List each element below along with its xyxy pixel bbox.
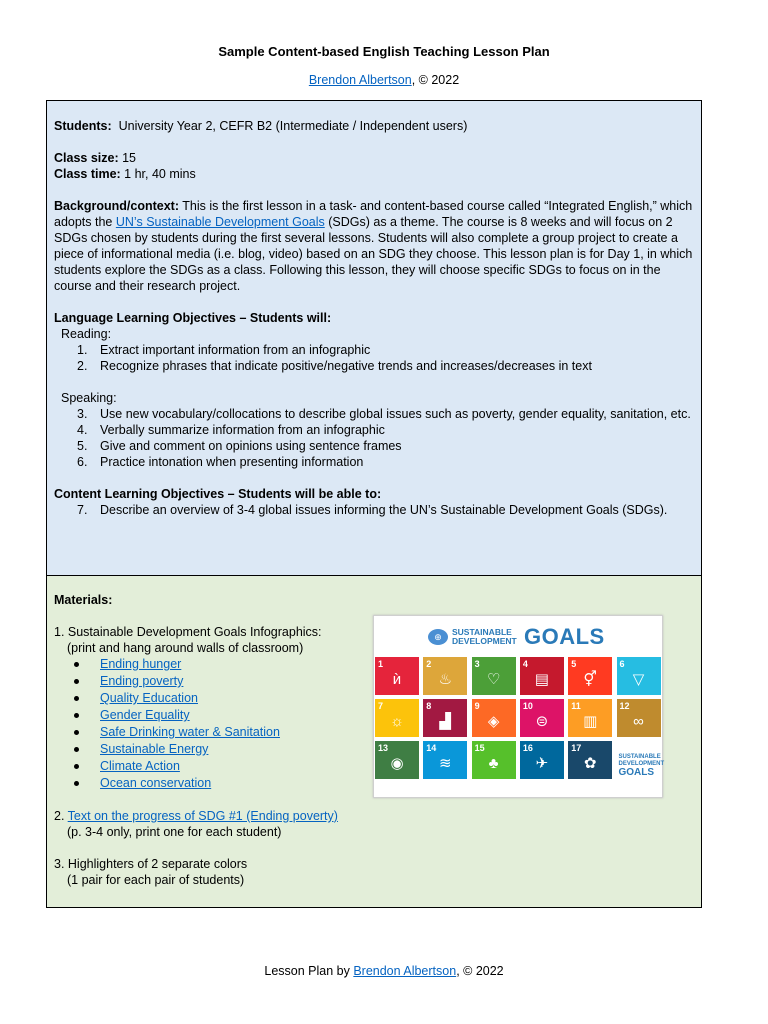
materials-heading: Materials:	[54, 593, 113, 607]
sdg-tile-number: 15	[474, 743, 485, 753]
materials-item-1-note: (print and hang around walls of classroom)	[67, 641, 304, 655]
sdg-goal-icon: ✿	[583, 755, 597, 772]
overview-section	[46, 100, 702, 576]
class-time-value: 1 hr, 40 mins	[120, 167, 196, 181]
sdg-tile-number: 4	[522, 659, 528, 669]
sdg-tile-number: 17	[571, 743, 582, 753]
sdg-logo-tile: SUSTAINABLE DEVELOPMENT GOALS	[617, 741, 661, 779]
reading-label: Reading:	[61, 327, 112, 341]
sdg-tile-number: 12	[619, 701, 630, 711]
sdg-goal-icon: ѝ	[392, 671, 402, 688]
sdg-goal-icon: ▽	[632, 671, 645, 688]
list-item: 2. Recognize phrases that indicate positive/negative trends and increases/decreases in text	[77, 359, 592, 373]
sdg-header	[374, 625, 662, 653]
background-paragraph	[54, 198, 693, 294]
link-ending-poverty[interactable]: Ending poverty	[100, 674, 184, 688]
sdg-tile-4	[520, 657, 564, 695]
background-text-2: (SDGs) as a theme. The course is 8 weeks and will focus on 2 SDGs chosen by students during the first several lessons. Students will also complete a group project to create a piece of informational media (i.e. blog, video) based on an SDG they choose. This lesson plan is for Day 1, in which students explore the SDGs as a class. Following this lesson, they will choose specific SDGs to focus on in the course and their research project.	[54, 215, 693, 293]
link-gender-equality[interactable]: Gender Equality	[100, 708, 190, 722]
materials-item-2: 2. Text on the progress of SDG #1 (Ending poverty)	[54, 809, 338, 823]
sdg-goal-icon: ♨	[438, 671, 453, 688]
sdg-tile-5	[568, 657, 612, 695]
reading-objectives	[54, 342, 693, 374]
sdg-tile-number: 16	[522, 743, 533, 753]
sdg-tile-number: 10	[522, 701, 533, 711]
class-time-line	[54, 166, 693, 182]
background-label: Background/context:	[54, 199, 180, 213]
sdg-tile-number: 8	[426, 701, 432, 711]
content-objectives	[54, 502, 693, 518]
sdg-goal-icon: ▥	[583, 713, 598, 730]
sdg-tile-number: 14	[426, 743, 437, 753]
sdg-goal-icon: ♣	[488, 755, 499, 772]
sdg-tile-17	[568, 741, 612, 779]
sdg-goal-icon: ≋	[439, 755, 452, 772]
byline-copyright: , © 2022	[411, 73, 460, 87]
footer-copyright: , © 2022	[456, 964, 504, 978]
byline	[0, 73, 768, 87]
materials-item-1: 1. Sustainable Development Goals Infographics:	[54, 625, 322, 639]
sdg-tile-3	[472, 657, 516, 695]
sdg-tile-number: 5	[571, 659, 577, 669]
link-sdg1-progress[interactable]: Text on the progress of SDG #1 (Ending poverty)	[67, 809, 338, 823]
students-line	[54, 118, 693, 134]
sdg-tile-12	[617, 699, 661, 737]
link-quality-education[interactable]: Quality Education	[100, 691, 198, 705]
class-size-line	[54, 150, 693, 166]
un-emblem-icon: ⊕	[428, 629, 448, 645]
sdg-goal-icon: ∞	[633, 713, 644, 730]
materials-item-3-note: (1 pair for each pair of students)	[67, 873, 245, 887]
sdg-tile-number: 11	[571, 701, 581, 711]
sdg-goal-icon: ◉	[390, 755, 404, 772]
sdg-tile-10	[520, 699, 564, 737]
sdg-tile-number: 6	[619, 659, 625, 669]
class-time-label: Class time:	[54, 167, 121, 181]
sdg-tile-number: 3	[474, 659, 480, 669]
list-item: 6. Practice intonation when presenting information	[77, 455, 364, 469]
sdg-tile-2	[423, 657, 467, 695]
class-size-value: 15	[118, 151, 137, 165]
materials-section	[46, 575, 702, 908]
sdg-tile-13	[375, 741, 419, 779]
sdg-tile-number: 9	[474, 701, 480, 711]
sdg-tile-number: 1	[378, 659, 384, 669]
link-safe-drinking-water[interactable]: Safe Drinking water & Sanitation	[100, 725, 280, 739]
sdg-goal-icon: ⚥	[583, 671, 597, 688]
sdg-tile-15	[472, 741, 516, 779]
link-sustainable-energy[interactable]: Sustainable Energy	[100, 742, 209, 756]
sdg-infographic-image	[373, 615, 663, 798]
content-objectives-heading: Content Learning Objectives – Students will be able to:	[54, 487, 382, 501]
materials-item-2-note: (p. 3-4 only, print one for each student)	[67, 825, 282, 839]
sdg-tile-number: 13	[378, 743, 389, 753]
students-value: University Year 2, CEFR B2 (Intermediate / Independent users)	[118, 119, 468, 133]
sdg-tile-7	[375, 699, 419, 737]
sdg-goal-icon: ⊜	[535, 713, 549, 730]
sdg-goal-icon: ☼	[390, 713, 404, 730]
sdg-link[interactable]: UN’s Sustainable Development Goals	[115, 215, 325, 229]
students-label: Students:	[54, 119, 112, 133]
materials-item-3: 3. Highlighters of 2 separate colors	[54, 857, 248, 871]
speaking-objectives	[54, 406, 693, 470]
footer-author-link[interactable]: Brendon Albertson	[353, 964, 457, 978]
link-ending-hunger[interactable]: Ending hunger	[100, 657, 182, 671]
sdg-header-small: SUSTAINABLE DEVELOPMENT	[452, 627, 517, 646]
page-footer	[0, 964, 768, 978]
page-title: Sample Content-based English Teaching Lesson Plan	[218, 44, 550, 59]
sdg-goal-icon: ▤	[534, 671, 549, 688]
sdg-tile-14	[423, 741, 467, 779]
sdg-tile-8	[423, 699, 467, 737]
speaking-label: Speaking:	[61, 391, 117, 405]
class-size-label: Class size:	[54, 151, 119, 165]
background-text-1: This is the first lesson in a task- and content-based course called “Integrated English,” which adopts the	[54, 199, 693, 229]
sdg-tile-1	[375, 657, 419, 695]
sdg-header-goals: GOALS	[524, 624, 605, 649]
link-climate-action[interactable]: Climate Action	[100, 759, 180, 773]
language-objectives-heading: Language Learning Objectives – Students will:	[54, 311, 332, 325]
sdg-goal-icon: ♡	[486, 671, 501, 688]
list-item: 7. Describe an overview of 3-4 global issues informing the UN’s Sustainable Development Goals (SDGs).	[77, 503, 668, 517]
footer-prefix: Lesson Plan by	[264, 964, 354, 978]
sdg-goal-icon: ▟	[439, 713, 452, 730]
sdg-tile-11	[568, 699, 612, 737]
sdg-tile-16	[520, 741, 564, 779]
list-item: 4. Verbally summarize information from an infographic	[77, 423, 385, 437]
link-ocean-conservation[interactable]: Ocean conservation	[100, 776, 212, 790]
list-item: 5. Give and comment on opinions using sentence frames	[77, 439, 402, 453]
sdg-goal-icon: ✈	[535, 755, 549, 772]
list-item: 1. Extract important information from an infographic	[77, 343, 371, 357]
sdg-goal-icon: ◈	[487, 713, 500, 730]
sdg-tile-9	[472, 699, 516, 737]
sdg-tile-number: 2	[426, 659, 432, 669]
sdg-tile-number: 7	[378, 701, 384, 711]
list-item: 3. Use new vocabulary/collocations to describe global issues such as poverty, gender equality, sanitation, etc.	[77, 407, 691, 421]
author-link[interactable]: Brendon Albertson	[308, 73, 412, 87]
sdg-tile-6	[617, 657, 661, 695]
